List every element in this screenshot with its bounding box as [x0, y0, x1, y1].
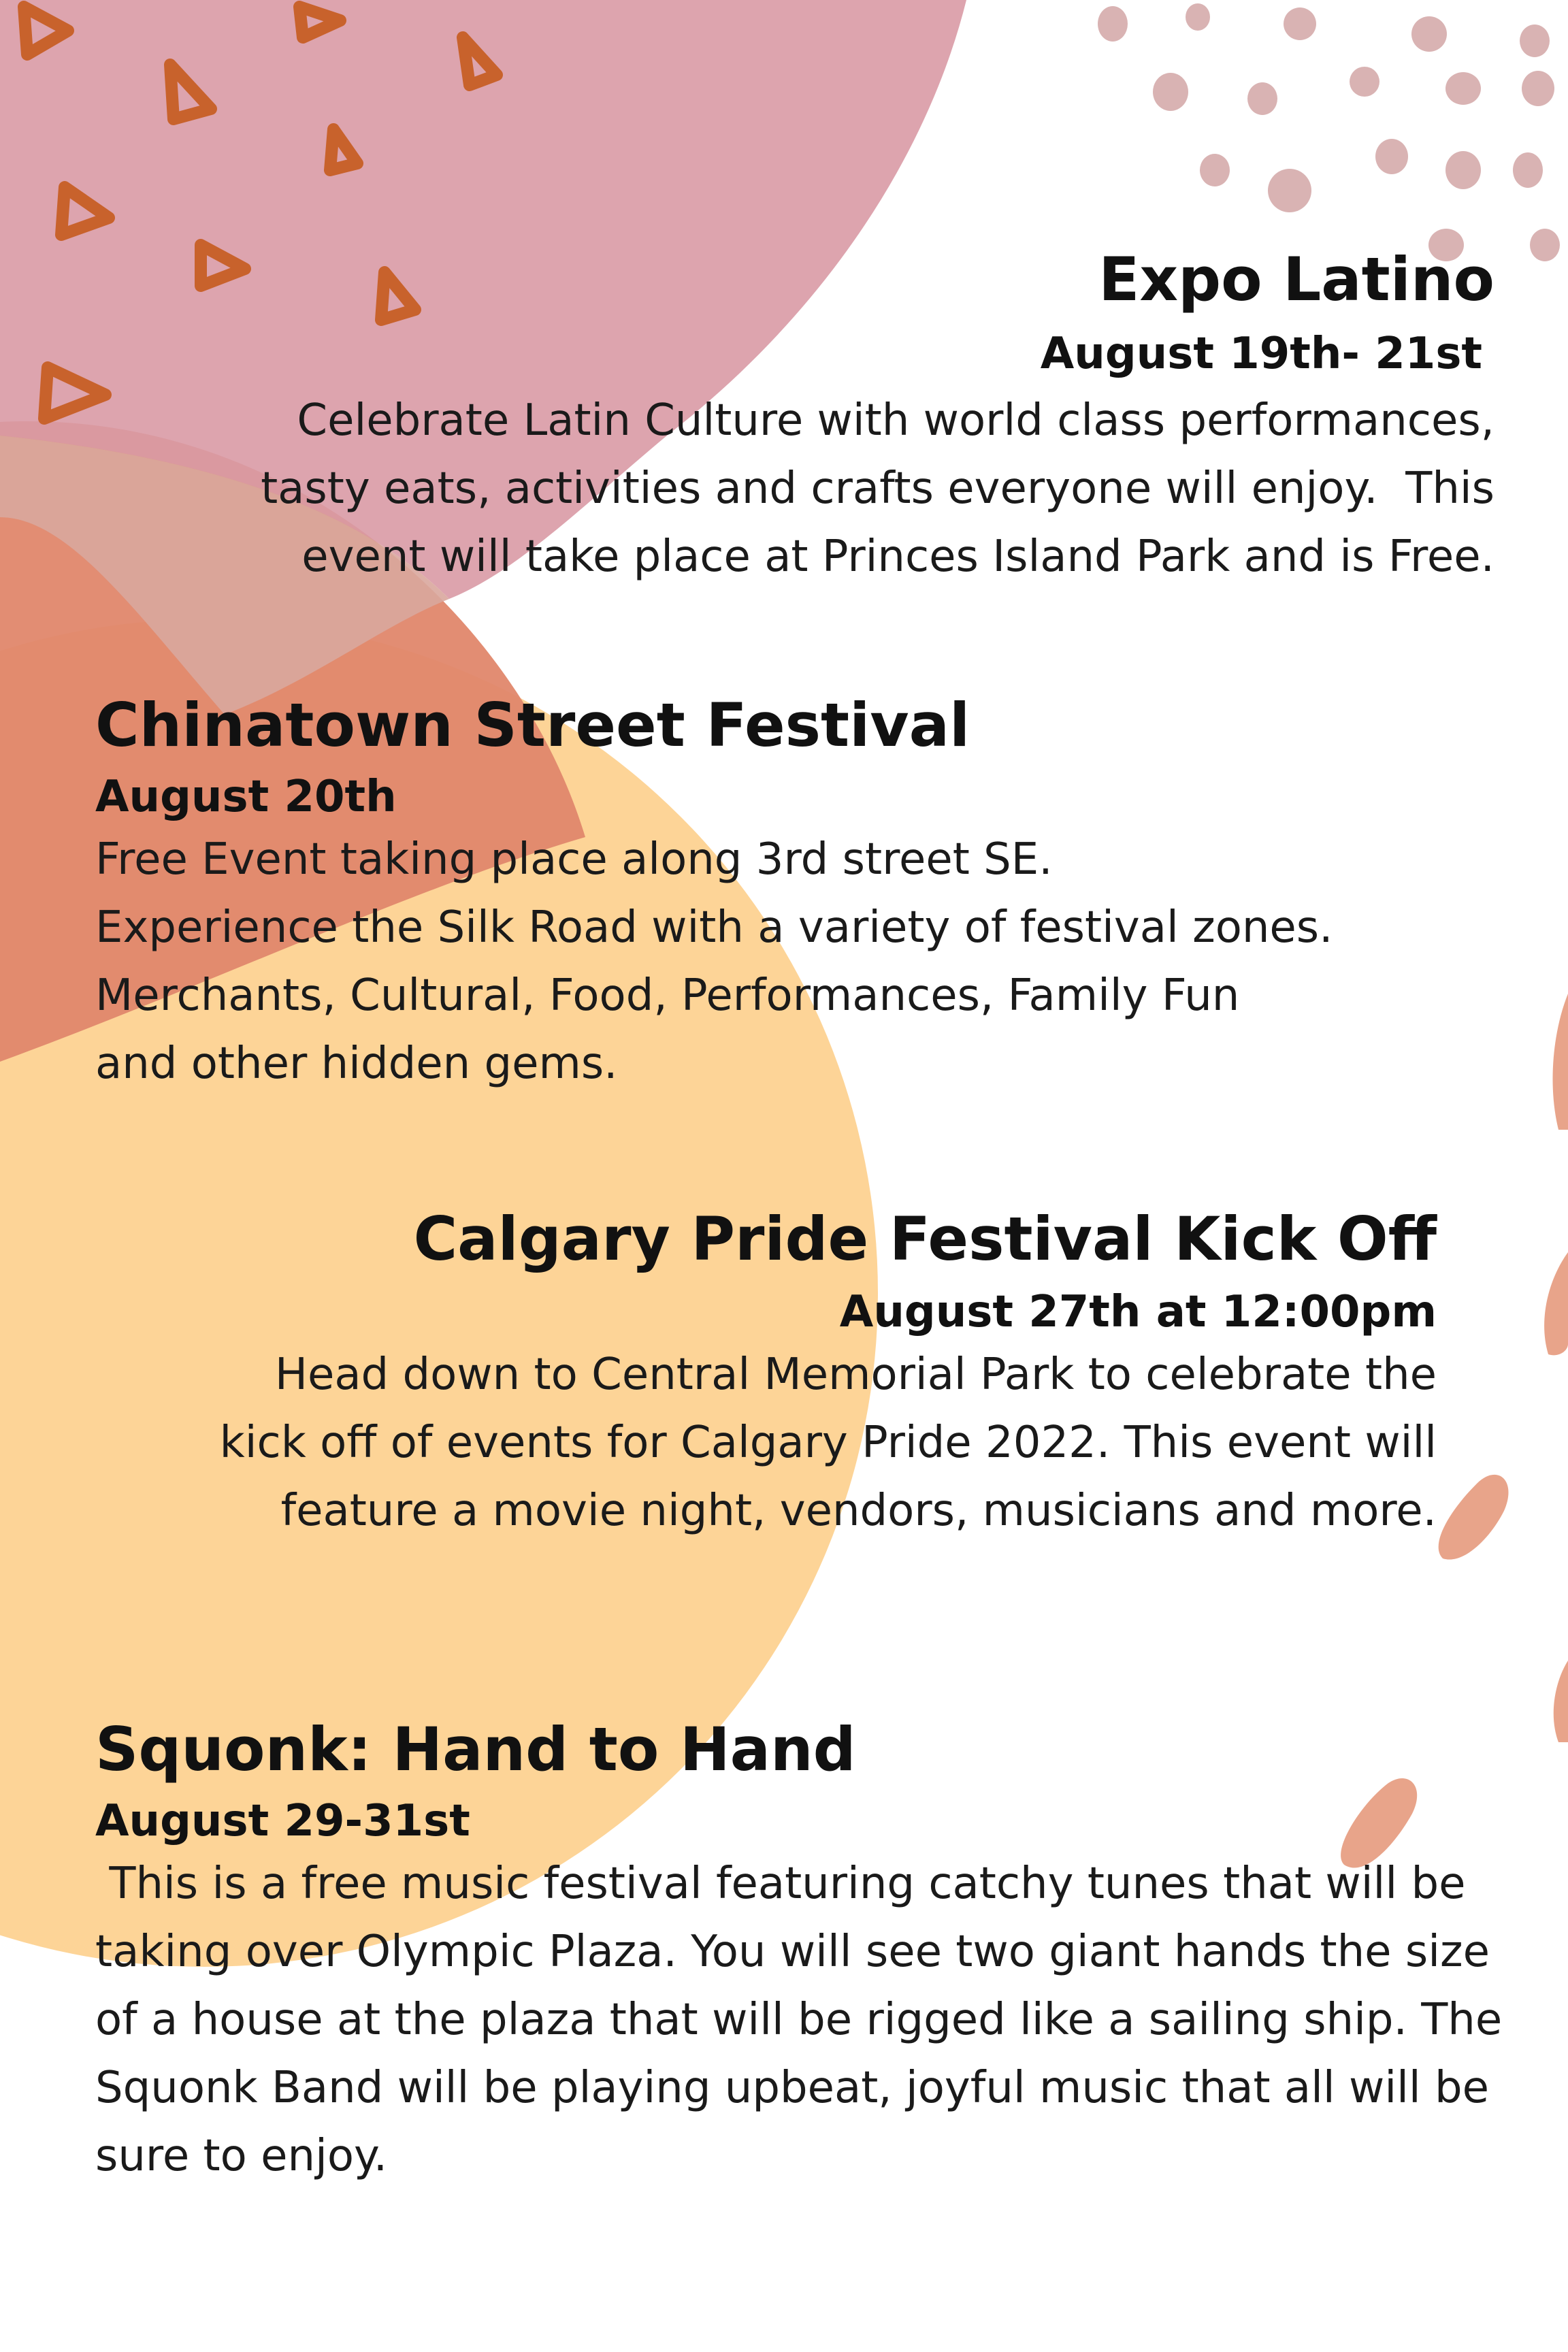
description-line: sure to enjoy.: [95, 2131, 388, 2182]
description-line: tasty eats, activities and crafts everyone will enjoy. This: [261, 463, 1494, 514]
description-line: This is a free music festival featuring catchy tunes that will be: [95, 1859, 1466, 1910]
description-line: Celebrate Latin Culture with world class performances,: [297, 395, 1494, 446]
description-line: Merchants, Cultural, Food, Performances, Family Fun: [95, 970, 1240, 1022]
event-description: [76, 1341, 1437, 1545]
description-line: of a house at the plaza that will be rigged like a sailing ship. The: [95, 1995, 1503, 2046]
event-title: Expo Latino: [1098, 244, 1494, 314]
event-squonk-hand-to-hand: [95, 1715, 1552, 2190]
description-line: Squonk Band will be playing upbeat, joyful music that all will be: [95, 2063, 1490, 2114]
description-line: event will take place at Princes Island Park and is Free.: [301, 532, 1494, 583]
event-date: August 20th: [95, 772, 397, 823]
pink-dots: [1098, 3, 1560, 261]
event-description: [95, 1850, 1552, 2190]
event-date: August 29-31st: [95, 1796, 470, 1847]
event-title: Chinatown Street Festival: [95, 690, 970, 760]
description-line: kick off of events for Calgary Pride 2022. This event will: [219, 1418, 1437, 1469]
description-line: taking over Olympic Plaza. You will see two giant hands the size: [95, 1927, 1490, 1978]
description-line: Experience the Silk Road with a variety of festival zones.: [95, 902, 1333, 953]
event-description: [133, 387, 1494, 591]
event-date: August 27th at 12:00pm: [839, 1287, 1437, 1338]
event-expo-latino: [133, 245, 1494, 591]
description-line: Free Event taking place along 3rd street SE.: [95, 834, 1053, 885]
event-title: Squonk: Hand to Hand: [95, 1714, 856, 1784]
event-description: [95, 826, 1524, 1098]
description-line: feature a movie night, vendors, musicians and more.: [280, 1486, 1437, 1537]
description-line: and other hidden gems.: [95, 1039, 618, 1090]
event-date: August 19th- 21st: [1040, 329, 1482, 380]
event-title: Calgary Pride Festival Kick Off: [413, 1204, 1437, 1274]
event-calgary-pride-kick-off: [76, 1205, 1437, 1545]
description-line: Head down to Central Memorial Park to celebrate the: [274, 1350, 1437, 1401]
event-chinatown-street-festival: [95, 691, 1524, 1098]
